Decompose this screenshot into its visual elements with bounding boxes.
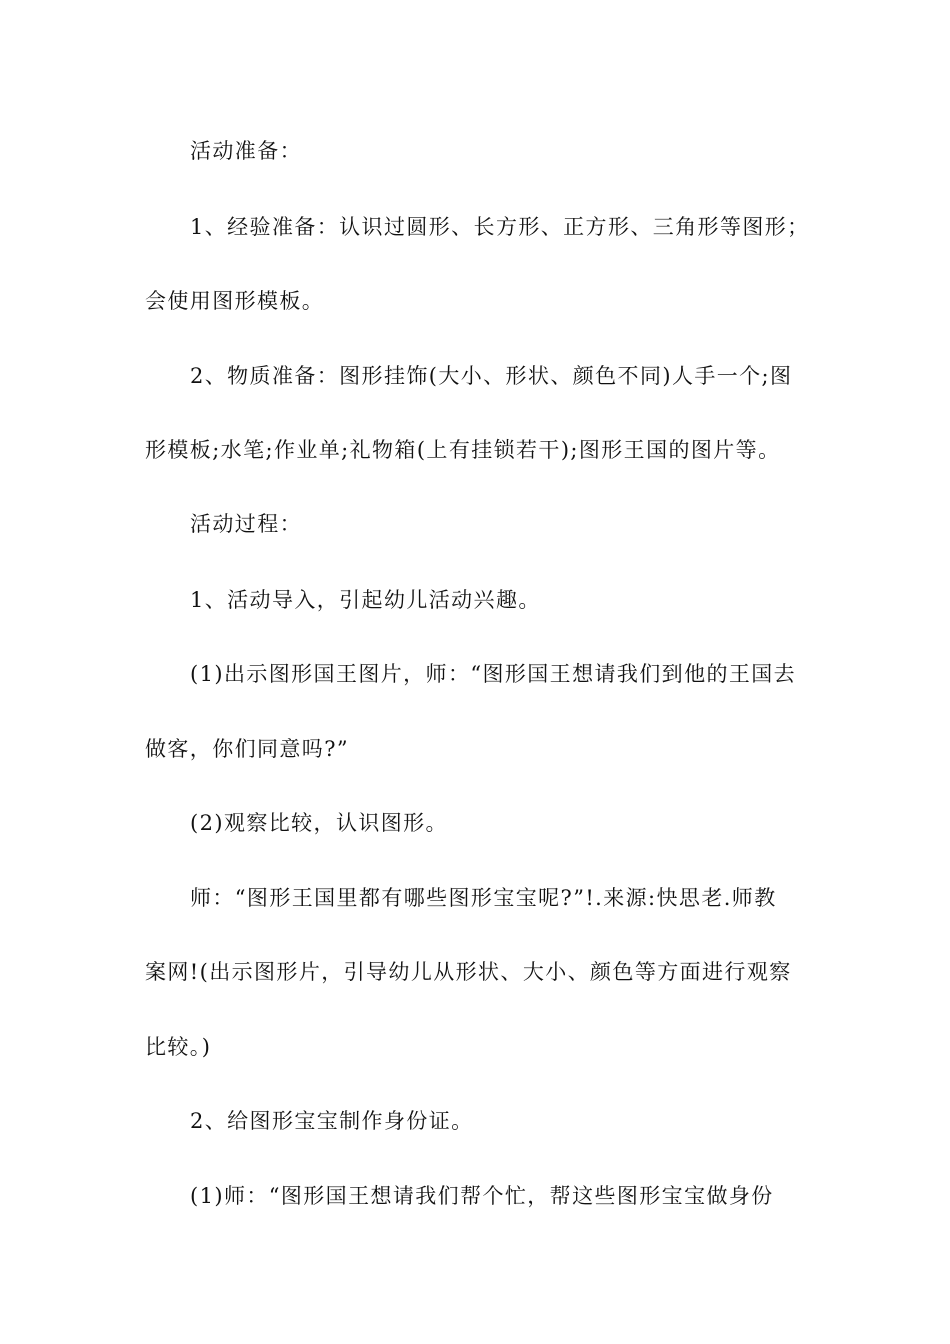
paragraph-line: (2)观察比较，认识图形。	[190, 811, 448, 835]
heading-activity-process: 活动过程：	[190, 512, 302, 536]
paragraph-line: (1)师：“图形国王想请我们帮个忙，帮这些图形宝宝做身份	[190, 1184, 774, 1208]
paragraph-line: 1、活动导入，引起幼儿活动兴趣。	[190, 588, 541, 612]
paragraph-line: 1、经验准备：认识过圆形、长方形、正方形、三角形等图形；	[190, 215, 810, 239]
paragraph-line: 案网!(出示图形片，引导幼儿从形状、大小、颜色等方面进行观察	[145, 960, 792, 984]
paragraph-line: 比较。)	[145, 1035, 212, 1059]
paragraph-line: 做客，你们同意吗?”	[145, 737, 349, 761]
paragraph-line: 2、物质准备：图形挂饰(大小、形状、颜色不同)人手一个;图	[190, 364, 793, 388]
paragraph-line: 形模板;水笔;作业单;礼物箱(上有挂锁若干);图形王国的图片等。	[145, 438, 781, 462]
paragraph-line: (1)出示图形国王图片，师：“图形国王想请我们到他的王国去	[190, 662, 797, 686]
paragraph-line: 2、给图形宝宝制作身份证。	[190, 1109, 474, 1133]
heading-activity-preparation: 活动准备：	[190, 139, 302, 163]
paragraph-line: 会使用图形模板。	[145, 289, 325, 313]
paragraph-line: 师：“图形王国里都有哪些图形宝宝呢?”!.来源:快思老.师教	[190, 886, 777, 910]
